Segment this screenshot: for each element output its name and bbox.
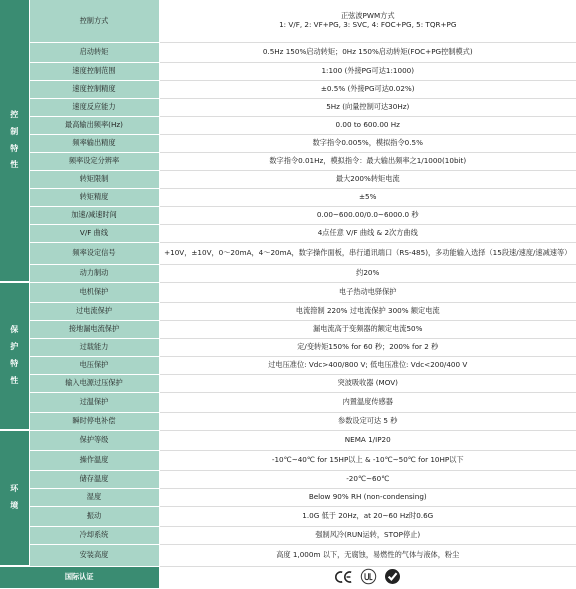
control-row (0, 152, 576, 170)
spec-value: 高度 1,000m 以下，无腐蚀，易燃性的气体与液体，粉尘 (159, 544, 576, 566)
spec-label: 操作温度 (29, 450, 159, 470)
spec-label: 过温保护 (29, 392, 159, 412)
spec-label: 振动 (29, 506, 159, 526)
spec-label: 频率设定信号 (29, 242, 159, 264)
spec-label: 速度控制精度 (29, 80, 159, 98)
control-category-label: 控 制 特 性 (10, 109, 19, 170)
spec-label: 启动转矩 (29, 42, 159, 62)
protection-row (0, 356, 576, 374)
spec-value: 0.00~600.00/0.0~6000.0 秒 (159, 206, 576, 224)
spec-value: -20℃~60℃ (159, 470, 576, 488)
control-row (0, 0, 576, 42)
spec-label: 速度反应能力 (29, 98, 159, 116)
spec-value (159, 0, 576, 42)
control-row (0, 98, 576, 116)
spec-value: 5Hz (向量控制可达30Hz) (159, 98, 576, 116)
protection-row (0, 302, 576, 320)
cul-check-mark-icon (384, 568, 401, 585)
spec-value: 突波吸收器 (MOV) (159, 374, 576, 392)
spec-label: 加速/减速时间 (29, 206, 159, 224)
spec-value: 数字指令0.01Hz，模拟指令：最大输出频率之1/1000(10bit) (159, 152, 576, 170)
spec-label: 电机保护 (29, 282, 159, 302)
spec-label: V/F 曲线 (29, 224, 159, 242)
spec-label: 瞬时停电补偿 (29, 412, 159, 430)
spec-label: 转矩限制 (29, 170, 159, 188)
environment-category-label: 环 境 (10, 484, 19, 510)
spec-value: NEMA 1/IP20 (159, 430, 576, 450)
spec-value: 漏电流高于变频器的额定电流50% (159, 320, 576, 338)
control-category-cell (0, 0, 29, 282)
protection-row (0, 282, 576, 302)
spec-label: 控制方式 (29, 0, 159, 42)
cert-icons (335, 568, 401, 585)
certification-marks (159, 566, 576, 588)
control-row (0, 42, 576, 62)
control-row (0, 62, 576, 80)
spec-value: ±5% (159, 188, 576, 206)
spec-value: 过电压准位: Vdc>400/800 V; 低电压准位: Vdc<200/400 V (159, 356, 576, 374)
ul-mark-icon (360, 568, 377, 585)
protection-category-label: 保 护 特 性 (10, 325, 19, 385)
spec-label: 冷却系统 (29, 526, 159, 544)
spec-value: ±0.5% (外接PG可达0.02%) (159, 80, 576, 98)
spec-label: 湿度 (29, 488, 159, 506)
spec-value: Below 90% RH (non-condensing) (159, 488, 576, 506)
environment-row (0, 526, 576, 544)
protection-row (0, 320, 576, 338)
control-row (0, 206, 576, 224)
spec-label: 保护等级 (29, 430, 159, 450)
environment-row (0, 506, 576, 526)
control-row (0, 170, 576, 188)
spec-value: 内置温度传感器 (159, 392, 576, 412)
spec-label: 接地漏电流保护 (29, 320, 159, 338)
spec-value: 强制风冷(RUN运转，STOP停止) (159, 526, 576, 544)
spec-value: 0.5Hz 150%启动转矩；0Hz 150%启动转矩(FOC+PG控制模式) (159, 42, 576, 62)
spec-label: 电压保护 (29, 356, 159, 374)
spec-label: 输入电源过压保护 (29, 374, 159, 392)
spec-value: 数字指令0.005%，模拟指令0.5% (159, 134, 576, 152)
spec-value: -10℃~40℃ for 15HP以上 & -10℃~50℃ for 10HP以下 (159, 450, 576, 470)
control-row (0, 80, 576, 98)
environment-row (0, 488, 576, 506)
spec-value: 1.0G 低于 20Hz，at 20~60 Hz时0.6G (159, 506, 576, 526)
spec-value: 约20% (159, 264, 576, 282)
spec-value: 最大200%转矩电流 (159, 170, 576, 188)
spec-value: 参数设定可达 5 秒 (159, 412, 576, 430)
spec-value-line: 正弦波PWM方式 (340, 11, 395, 21)
spec-label: 动力制动 (29, 264, 159, 282)
protection-row (0, 374, 576, 392)
spec-label: 速度控制范围 (29, 62, 159, 80)
environment-row (0, 544, 576, 566)
environment-row (0, 470, 576, 488)
protection-category-cell (0, 282, 29, 430)
spec-value: 1:100 (外接PG可达1:1000) (159, 62, 576, 80)
spec-label: 最高输出频率(Hz) (29, 116, 159, 134)
spec-label: 安装高度 (29, 544, 159, 566)
environment-category-cell (0, 430, 29, 566)
ce-mark-icon (335, 570, 353, 584)
protection-row (0, 412, 576, 430)
certification-row (0, 566, 576, 588)
spec-label: 频率设定分辨率 (29, 152, 159, 170)
protection-row (0, 392, 576, 412)
control-row (0, 134, 576, 152)
control-row (0, 242, 576, 264)
protection-row (0, 338, 576, 356)
environment-row (0, 430, 576, 450)
spec-value: +10V，±10V，0～20mA，4～20mA，数字操作面板，串行通讯端口（RS-485)，多功能输入选择（15段速/速度/速减速等） (159, 242, 576, 264)
spec-label: 过载能力 (29, 338, 159, 356)
spec-label: 储存温度 (29, 470, 159, 488)
control-row (0, 116, 576, 134)
certification-label: 国际认证 (0, 566, 159, 588)
control-row (0, 224, 576, 242)
environment-row (0, 450, 576, 470)
spec-value-line: 1: V/F, 2: VF+PG, 3: SVC, 4: FOC+PG, 5: TQR+PG (279, 19, 457, 29)
spec-label: 频率输出精度 (29, 134, 159, 152)
spec-value: 定/变转矩150% for 60 秒；200% for 2 秒 (159, 338, 576, 356)
spec-value: 电流箝制 220% 过电流保护 300% 额定电流 (159, 302, 576, 320)
spec-value: 0.00 to 600.00 Hz (159, 116, 576, 134)
control-row (0, 188, 576, 206)
spec-label: 转矩精度 (29, 188, 159, 206)
spec-value: 电子热动电驿保护 (159, 282, 576, 302)
spec-value: 4点任意 V/F 曲线 & 2次方曲线 (159, 224, 576, 242)
spec-label: 过电流保护 (29, 302, 159, 320)
control-row (0, 264, 576, 282)
